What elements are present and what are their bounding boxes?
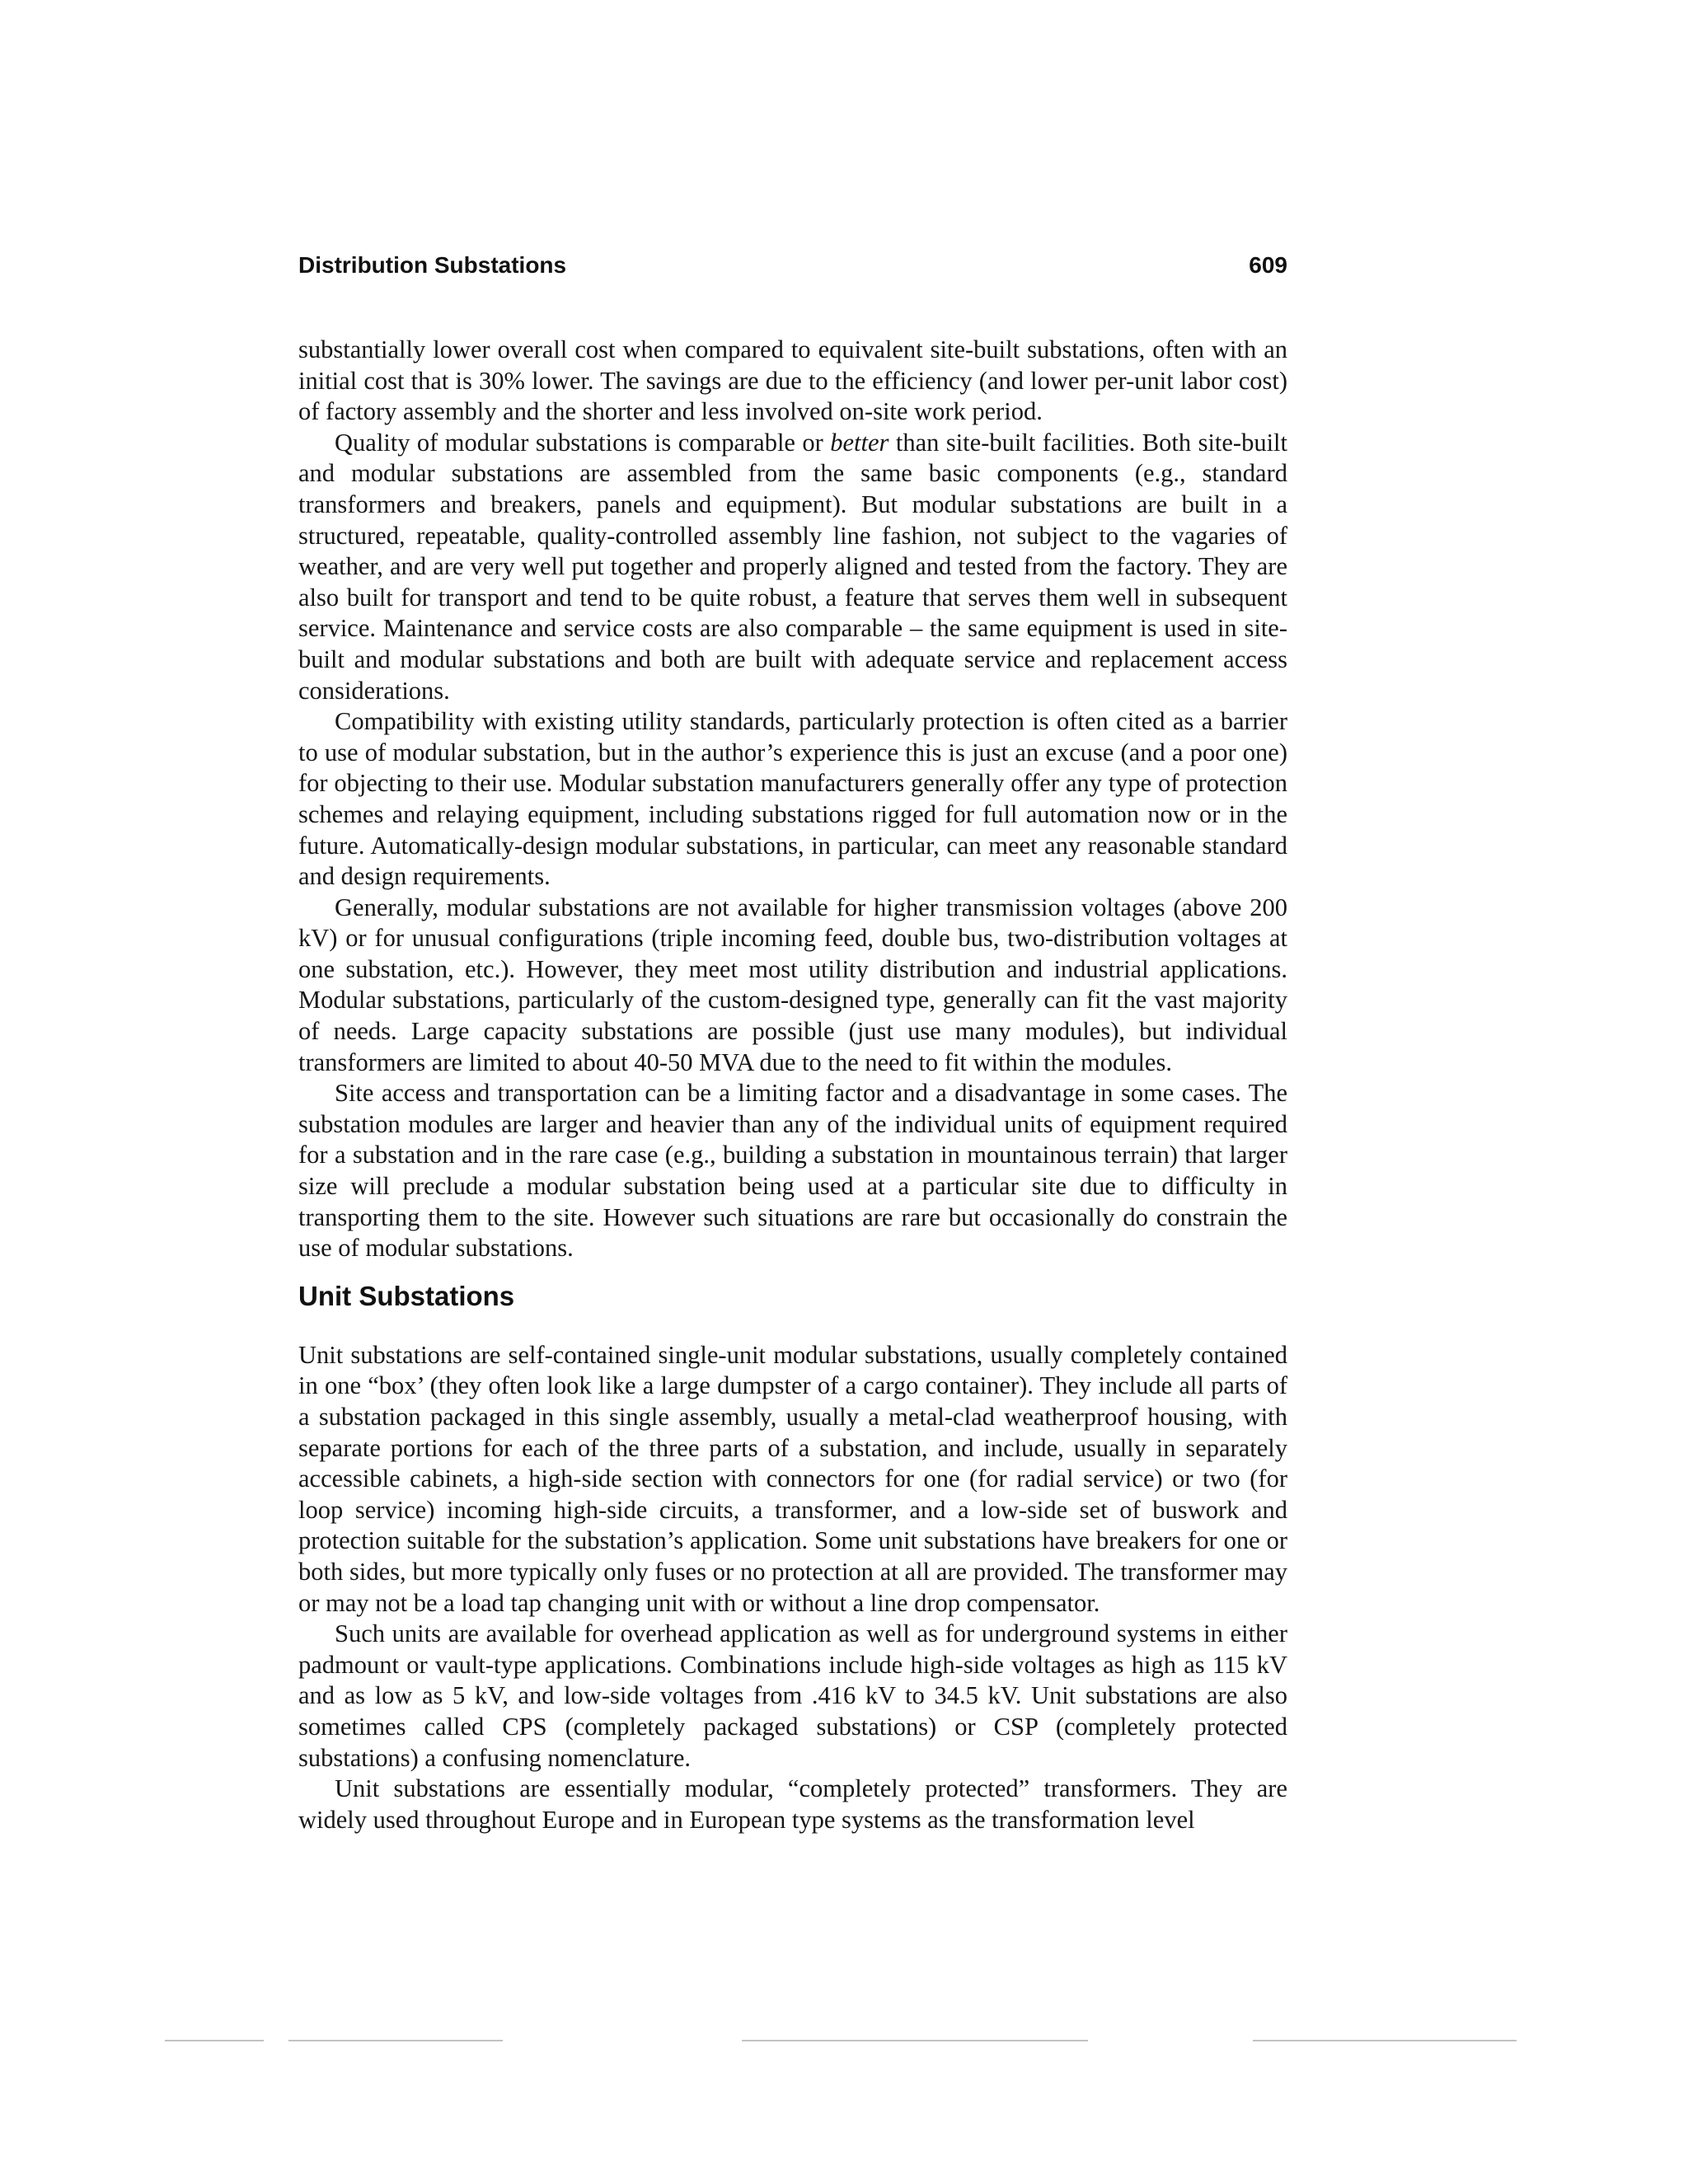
running-header xyxy=(298,246,1287,285)
paragraph: Unit substations are essentially modular, “completely protected” transformers. They are widely used throughout Europe and in European type systems as the transformation level xyxy=(298,1774,1287,1834)
scan-mark xyxy=(742,2040,1088,2041)
paragraph: Compatibility with existing utility standards, particularly protection is often cited as a barrier to use of modular substation, but in the author’s experience this is just an excuse (and a poor one) for objecting to their use. Modular substation manufacturers generally offer any type of protection schemes and relaying equipment, including substations rigged for full automation now or in the future. Automatically-design modular substations, in particular, can meet any reasonable standard and design requirements. xyxy=(298,707,1287,891)
paragraph-text: than site-built facilities. Both site-built and modular substations are assembled from the same basic components (e.g., standard transformers and breakers, panels and equipment). But modular substations are built in a structured, repeatable, quality-controlled assembly line fashion, not subject to the vagaries of weather, and are very well put together and properly aligned and tested from the factory. They are also built for transport and tend to be quite robust, a feature that serves them well in subsequent service. Maintenance and service costs are also comparable – the same equipment is used in site-built and modular substations and both are built with adequate service and replacement access considerations. xyxy=(298,428,1288,705)
paragraph: Unit substations are self-contained single-unit modular substations, usually completely contained in one “box’ (they often look like a large dumpster of a cargo container). They include all parts of a substation packaged in this single assembly, usually a metal-clad weatherproof housing, with separate portions for each of the three parts of a substation, and include, usually in separately accessible cabinets, a high-side section with connectors for one (for radial service) or two (for loop service) incoming high-side circuits, a transformer, and a low-side set of buswork and protection suitable for the substation’s application. Some unit substations have breakers for one or both sides, but more typically only fuses or no protection at all are provided. The transformer may or may not be a load tap changing unit with or without a line drop compensator. xyxy=(298,1340,1287,1617)
emphasis-text: better xyxy=(830,428,889,457)
running-header-title: Distribution Substations xyxy=(298,252,567,278)
scan-artifact-marks xyxy=(165,2040,1517,2045)
paragraph-text: Quality of modular substations is comparable or xyxy=(335,428,831,457)
paragraph: Such units are available for overhead application as well as for underground systems in either padmount or vault-type applications. Combinations include high-side voltages as high as 115 kV and as low as 5 kV, and low-side voltages from .416 kV to 34.5 kV. Unit substations are also sometimes called CPS (completely packaged substations) or CSP (completely protected substations) a confusing nomenclature. xyxy=(298,1619,1287,1772)
body-text xyxy=(298,335,1287,1835)
section-heading: Unit Substations xyxy=(298,1280,515,1311)
paragraph: substantially lower overall cost when compared to equivalent site-built substations, often with an initial cost that is 30% lower. The savings are due to the efficiency (and lower per-unit labor cost) of factory assembly and the shorter and less involved on-site work period. xyxy=(298,335,1287,426)
paragraph: Generally, modular substations are not available for higher transmission voltages (above 200 kV) or for unusual configurations (triple incoming feed, double bus, two-distribution voltages at one substation, etc.). However, they meet most utility distribution and industrial applications. Modular substations, particularly of the custom-designed type, generally can fit the vast majority of needs. Large capacity substations are possible (just use many modules), but individual transformers are limited to about 40-50 MVA due to the need to fit within the modules. xyxy=(298,893,1287,1076)
page-number: 609 xyxy=(1249,252,1287,278)
scan-mark xyxy=(1253,2040,1517,2041)
scan-mark xyxy=(288,2040,503,2041)
scan-mark xyxy=(165,2040,264,2041)
paragraph-quality xyxy=(298,428,1287,706)
paragraph: Site access and transportation can be a limiting factor and a disadvantage in some cases. The substation modules are larger and heavier than any of the individual units of equipment required for a substation and in the rare case (e.g., building a substation in mountainous terrain) that larger size will preclude a modular substation being used at a particular site due to difficulty in transporting them to the site. However such situations are rare but occasionally do constrain the use of modular substations. xyxy=(298,1079,1287,1263)
